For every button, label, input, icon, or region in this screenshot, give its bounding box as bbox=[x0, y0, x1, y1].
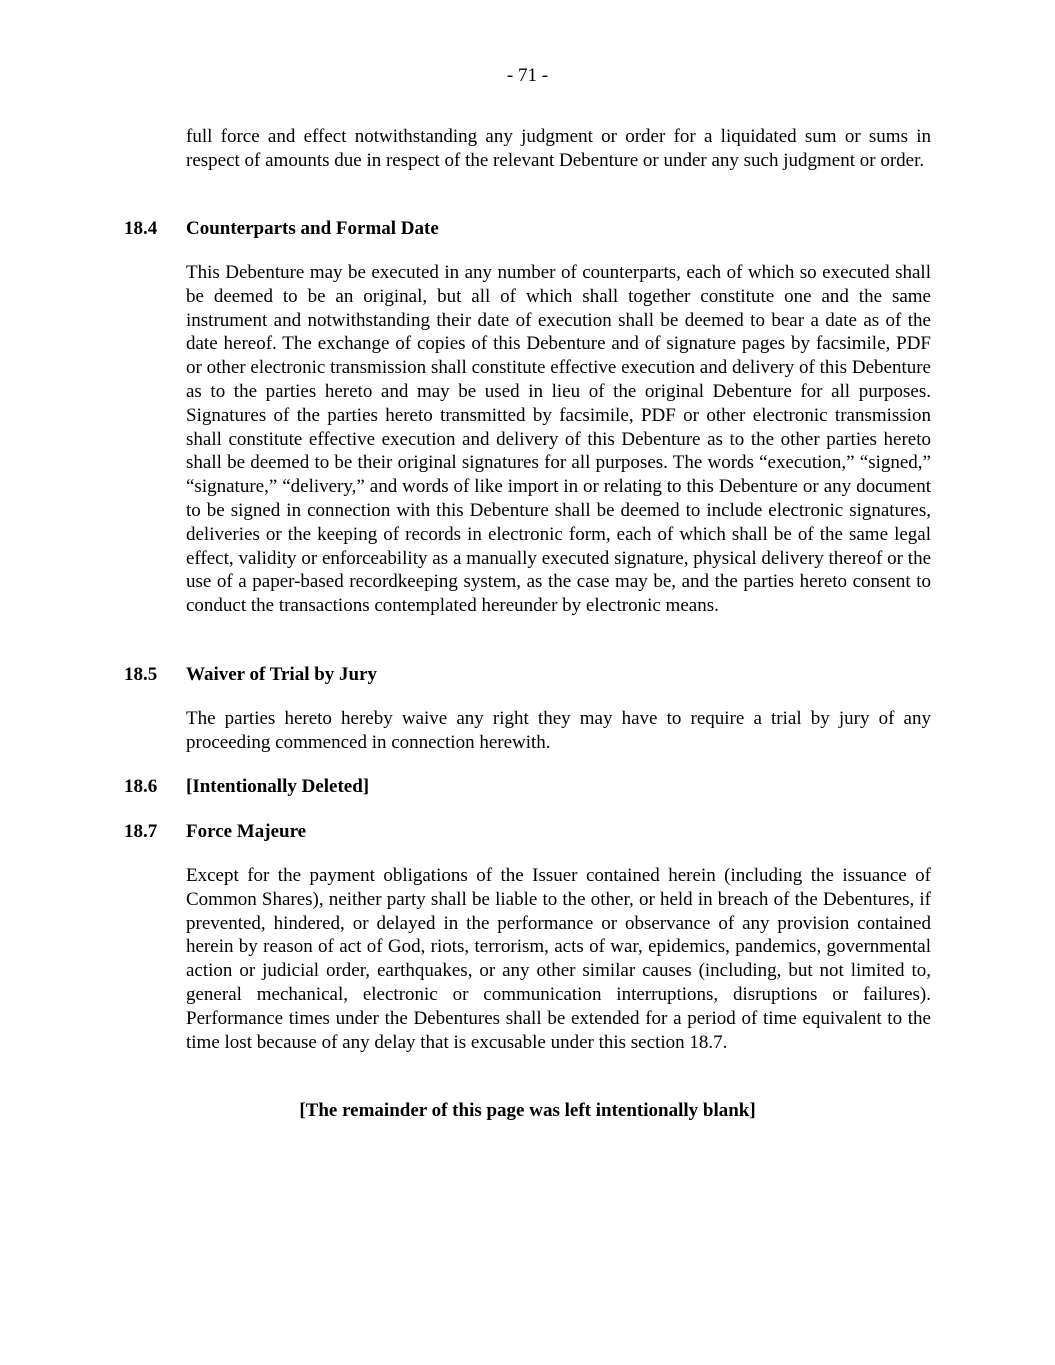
section-number: 18.7 bbox=[124, 821, 158, 842]
intro-paragraph: full force and effect notwithstanding any judgment or order for a liquidated sum or sums in respect of amounts due in respect of the relevant Debenture or under any such judgment or order. bbox=[186, 126, 931, 171]
section-body-18-5: The parties hereto hereby waive any right they may have to require a trial by jury of any proceeding commenced in connection herewith. bbox=[186, 708, 931, 753]
section-body-18-7: Except for the payment obligations of the Issuer contained herein (including the issuance of Common Shares), neither party shall be liable to the other, or held in breach of the Debentures, if prevented, hindered, or delayed in the performance or observance of any provision contained herein by reason of act of God, riots, terrorism, acts of war, epidemics, pandemics, governmental action or judicial order, earthquakes, or any other similar causes (including, but not limited to, general mechanical, electronic or communication interruptions, disruptions or failures). Performance times under the Debentures shall be extended for a period of time equivalent to the time lost because of any delay that is excusable under this section 18.7. bbox=[186, 865, 931, 1053]
section-title: [Intentionally Deleted] bbox=[186, 776, 370, 797]
section-number: 18.5 bbox=[124, 664, 158, 685]
section-title: Waiver of Trial by Jury bbox=[186, 664, 378, 685]
page-number: - 71 - bbox=[506, 65, 549, 86]
section-title: Force Majeure bbox=[186, 821, 307, 842]
section-title: Counterparts and Formal Date bbox=[186, 218, 439, 239]
section-number: 18.4 bbox=[124, 218, 158, 239]
section-number: 18.6 bbox=[124, 776, 158, 797]
section-body-18-4: This Debenture may be executed in any number of counterparts, each of which so executed shall be deemed to be an original, but all of which shall together constitute one and the same instrument and notwithstanding their date of execution shall be deemed to bear a date as of the date hereof. The exchange of copies of this Debenture and of signature pages by facsimile, PDF or other electronic transmission shall constitute effective execution and delivery of this Debenture as to the parties hereto and may be used in lieu of the original Debenture for all purposes. Signatures of the parties hereto transmitted by facsimile, PDF or other electronic transmission shall constitute effective execution and delivery of this Debenture as to the other parties hereto shall be deemed to be their original signatures for all purposes. The words “execution,” “signed,” “signature,” “delivery,” and words of like import in or relating to this Debenture or any document to be signed in connection with this Debenture shall be deemed to include electronic signatures, deliveries or the keeping of records in electronic form, each of which shall be of the same legal effect, validity or enforceability as a manually executed signature, physical delivery thereof or the use of a paper-based recordkeeping system, as the case may be, and the parties hereto consent to conduct the transactions contemplated hereunder by electronic means. bbox=[186, 262, 931, 617]
blank-page-note: [The remainder of this page was left intentionally blank] bbox=[299, 1100, 756, 1121]
